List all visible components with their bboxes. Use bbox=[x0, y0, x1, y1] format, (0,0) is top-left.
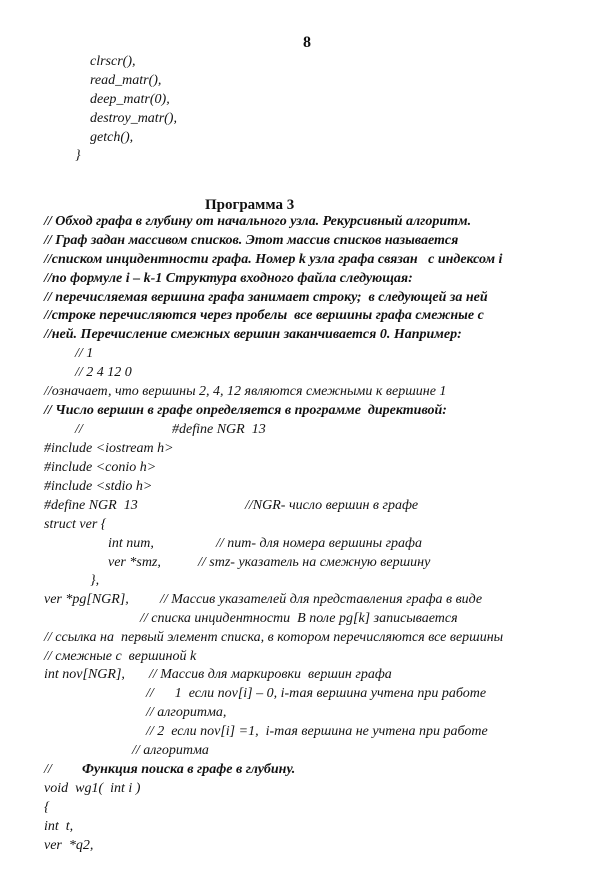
func-line: int t, bbox=[44, 819, 74, 834]
struct-field-code: int num, bbox=[108, 536, 154, 551]
comment-line: // Граф задан массивом списков. Этот массив списков называется bbox=[44, 233, 459, 248]
code-line: } bbox=[75, 148, 81, 163]
code-line: deep_matr(0), bbox=[90, 92, 170, 107]
comment-line: //ней. Перечисление смежных вершин заканчивается 0. Например: bbox=[44, 327, 462, 342]
directive-slashes: // bbox=[75, 422, 83, 437]
struct-field-comment: // num- для номера вершины графа bbox=[216, 536, 422, 551]
code-line: destroy_matr(), bbox=[90, 111, 177, 126]
define-code: #define NGR 13 bbox=[44, 498, 138, 513]
program-title: Программа 3 bbox=[205, 197, 295, 213]
struct-field-comment: // smz- указатель на смежную вершину bbox=[198, 555, 431, 570]
comment-line: // Обход графа в глубину от начального узла. Рекурсивный алгоритм. bbox=[44, 214, 472, 229]
struct-field-code: ver *smz, bbox=[108, 555, 161, 570]
nov-comment: // 2 если nov[i] =1, i-тая вершина не учтена при работе bbox=[146, 724, 488, 739]
pg-comment: // смежные с вершиной k bbox=[44, 649, 197, 664]
nov-comment: // алгоритма bbox=[132, 743, 209, 758]
nov-comment: // 1 если nov[i] – 0, i-тая вершина учтена при работе bbox=[146, 686, 487, 701]
struct-close: }, bbox=[90, 573, 100, 588]
func-comment-slashes: // bbox=[44, 762, 52, 777]
func-comment-text: Функция поиска в графе в глубину. bbox=[82, 762, 296, 777]
comment-line: //означает, что вершины 2, 4, 12 являются смежными к вершине 1 bbox=[44, 384, 447, 399]
code-line: read_matr(), bbox=[90, 73, 162, 88]
pg-code: ver *pg[NGR], bbox=[44, 592, 129, 607]
page-number: 8 bbox=[303, 34, 311, 51]
func-line: { bbox=[44, 800, 50, 815]
pg-comment: // Массив указателей для представления графа в виде bbox=[160, 592, 483, 607]
nov-code: int nov[NGR], bbox=[44, 667, 125, 682]
directive-text: #define NGR 13 bbox=[172, 422, 266, 437]
pg-comment: // списка инцидентности В поле pg[k] записывается bbox=[140, 611, 458, 626]
pg-comment: // ссылка на первый элемент списка, в котором перечисляются все вершины bbox=[44, 630, 504, 645]
comment-line: // Число вершин в графе определяется в программе директивой: bbox=[44, 403, 447, 418]
struct-head: struct ver { bbox=[44, 517, 107, 532]
include-line: #include <conio h> bbox=[44, 460, 157, 475]
func-line: void wg1( int i ) bbox=[44, 781, 141, 796]
include-line: #include <iostream h> bbox=[44, 441, 174, 456]
include-line: #include <stdio h> bbox=[44, 479, 153, 494]
comment-line: //строке перечисляются через пробелы все вершины графа смежные с bbox=[44, 308, 484, 323]
example-line: // 1 bbox=[75, 346, 94, 361]
comment-line: // перечисляемая вершина графа занимает строку; в следующей за ней bbox=[44, 290, 488, 305]
nov-comment: // Массив для маркировки вершин графа bbox=[149, 667, 392, 682]
nov-comment: // алгоритма, bbox=[146, 705, 227, 720]
code-line: clrscr(), bbox=[90, 54, 136, 69]
example-line: // 2 4 12 0 bbox=[75, 365, 132, 380]
func-line: ver *q2, bbox=[44, 838, 94, 853]
comment-line: //по формуле i – k-1 Структура входного файла следующая: bbox=[44, 271, 413, 286]
comment-line: //списком инцидентности графа. Номер k узла графа связан с индексом i bbox=[44, 252, 503, 267]
define-comment: //NGR- число вершин в графе bbox=[245, 498, 419, 513]
code-line: getch(), bbox=[90, 130, 134, 145]
